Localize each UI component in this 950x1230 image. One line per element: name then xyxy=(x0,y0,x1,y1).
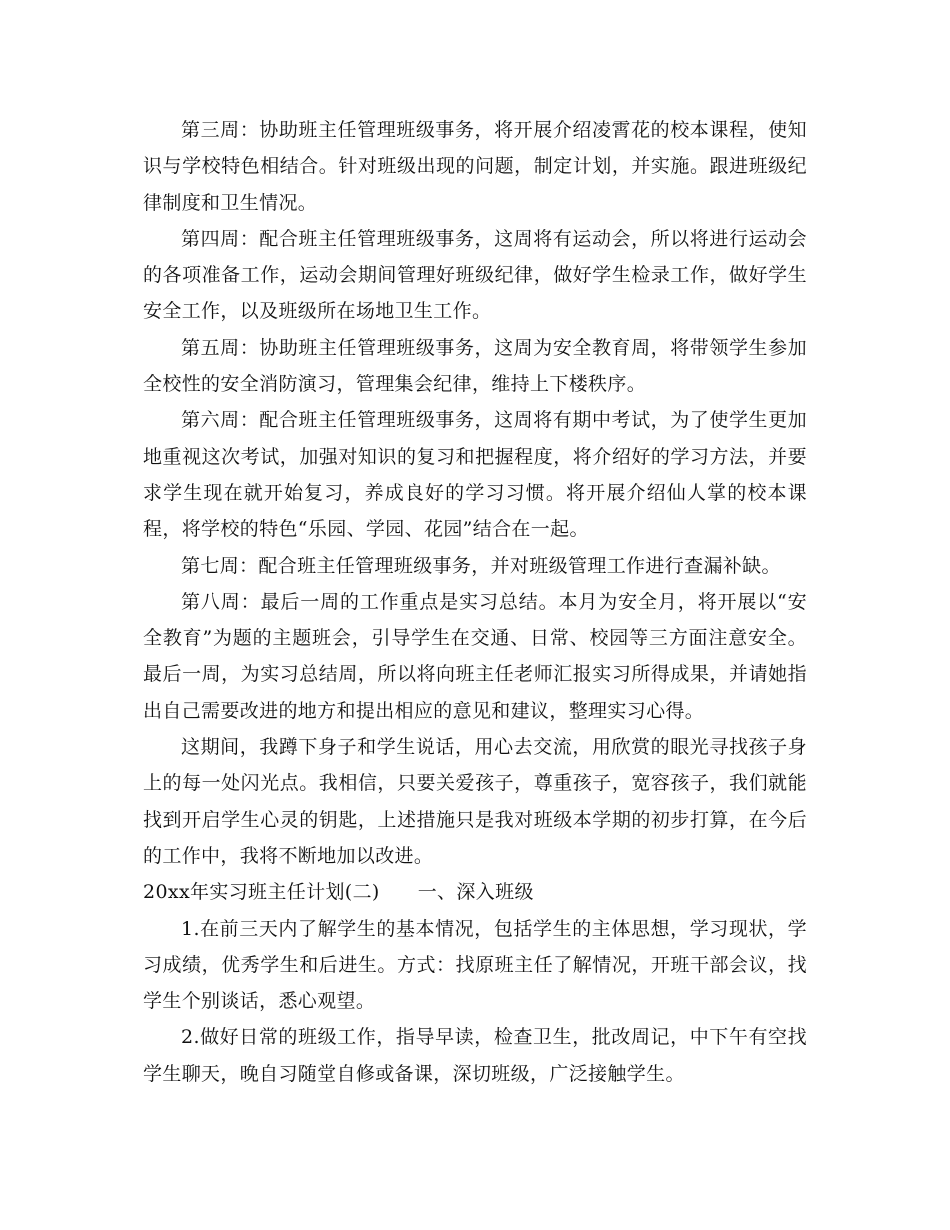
paragraph-week-7: 第七周：配合班主任管理班级事务，并对班级管理工作进行查漏补缺。 xyxy=(181,554,781,577)
plan-title: 20xx年实习班主任计划(二) xyxy=(143,881,380,904)
plan-heading xyxy=(143,874,807,910)
paragraph-week-6: 第六周：配合班主任管理班级事务，这周将有期中考试，为了使学生更加地重视这次考试，加强对知识的复习和把握程度，将介绍好的学习方法，并要求学生现在就开始复习，养成良好的学习习惯。将开展介绍仙人掌的校本课程，将学校的特色“乐园、学园、花园”结合在一起。 xyxy=(143,409,807,541)
paragraph-week-8: 第八周：最后一周的工作重点是实习总结。本月为安全月，将开展以“安全教育”为题的主题班会，引导学生在交通、日常、校园等三方面注意安全。最后一周，为实习总结周，所以将向班主任老师汇报实习所得成果，并请她指出自己需要改进的地方和提出相应的意见和建议，整理实习心得。 xyxy=(143,590,807,722)
paragraph-week-3: 第三周：协助班主任管理班级事务，将开展介绍凌霄花的校本课程，使知识与学校特色相结合。针对班级出现的问题，制定计划，并实施。跟进班级纪律制度和卫生情况。 xyxy=(143,119,807,214)
paragraph-week-4: 第四周：配合班主任管理班级事务，这周将有运动会，所以将进行运动会的各项准备工作，运动会期间管理好班级纪律，做好学生检录工作，做好学生安全工作，以及班级所在场地卫生工作。 xyxy=(143,227,807,323)
list-item-2: 2.做好日常的班级工作，指导早读，检查卫生，批改周记，中下午有空找学生聊天，晚自习随堂自修或备课，深切班级，广泛接触学生。 xyxy=(143,1026,807,1085)
list-item-1: 1.在前三天内了解学生的基本情况，包括学生的主体思想，学习现状，学习成绩，优秀学生和后进生。方式：找原班主任了解情况，开班干部会议，找学生个别谈话，悉心观望。 xyxy=(143,917,807,1013)
document-body xyxy=(143,112,807,1092)
paragraph-summary: 这期间，我蹲下身子和学生说话，用心去交流，用欣赏的眼光寻找孩子身上的每一处闪光点。我相信，只要关爱孩子，尊重孩子，宽容孩子，我们就能找到开启学生心灵的钥匙，上述措施只是我对班级本学期的初步打算，在今后的工作中，我将不断地加以改进。 xyxy=(143,736,807,867)
section-title: 一、深入班级 xyxy=(417,881,534,904)
paragraph-week-5: 第五周：协助班主任管理班级事务，这周为安全教育周，将带领学生参加全校性的安全消防演习，管理集会纪律，维持上下楼秩序。 xyxy=(143,336,807,396)
